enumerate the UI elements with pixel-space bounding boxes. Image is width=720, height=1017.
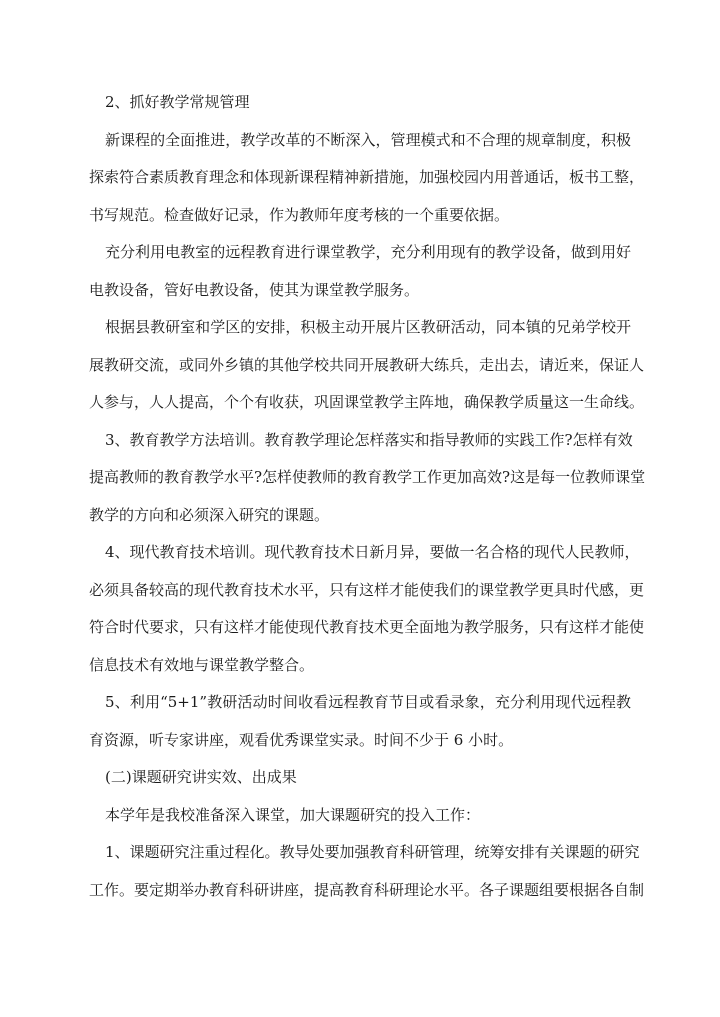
text-line: 本学年是我校准备深入课堂，加大课题研究的投入工作：	[105, 805, 481, 824]
text-line: 4、现代教育技术培训。现代教育技术日新月异，要做一名合格的现代人民教师，	[105, 543, 640, 561]
text-line: 1、课题研究注重过程化。教导处要加强教育科研管理，统筹安排有关课题的研究	[105, 843, 640, 861]
paragraph	[89, 126, 645, 239]
text-line: 必须具备较高的现代教育技术水平，只有这样才能使我们的课堂教学更具时代感，更	[89, 580, 645, 599]
text-line: 信息技术有效地与课堂教学整合。	[89, 655, 315, 674]
text-line: 探索符合素质教育理念和体现新课程精神新措施，加强校园内用普通话，板书工整，	[89, 168, 645, 186]
paragraph	[89, 801, 631, 839]
paragraph	[89, 763, 631, 801]
paragraph	[89, 838, 645, 913]
paragraph	[89, 426, 646, 539]
text-line: 提高教师的教育教学水平?怎样使教师的教育教学工作更加高效?这是每一位教师课堂	[89, 468, 646, 486]
text-line: 电教设备，管好电教设备，使其为课堂教学服务。	[89, 280, 420, 299]
text-line: 工作。要定期举办教育科研讲座，提高教育科研理论水平。各子课题组要根据各自制	[89, 880, 645, 899]
text-line: 5、利用“5+1”教研活动时间收看远程教育节目或看录象，充分利用现代远程教	[105, 693, 631, 711]
text-line: 教学的方向和必须深入研究的课题。	[89, 505, 330, 524]
text-line: 育资源，听专家讲座，观看优秀课堂实录。时间不少于 6 小时。	[89, 730, 514, 749]
text-line: 3、教育教学方法培训。教育教学理论怎样落实和指导教师的实践工作?怎样有效	[105, 430, 633, 449]
text-line: 2、抓好教学常规管理	[105, 93, 250, 111]
paragraph	[89, 238, 631, 313]
text-line: 书写规范。检查做好记录，作为教师年度考核的一个重要依据。	[89, 205, 510, 224]
text-line: 符合时代要求，只有这样才能使现代教育技术更全面地为教学服务，只有这样才能使	[89, 618, 645, 636]
text-line: 人参与，人人提高，个个有收获，巩固课堂教学主阵地，确保教学质量这一生命线。	[89, 393, 645, 411]
text-line: 新课程的全面推进，教学改革的不断深入，管理模式和不合理的规章制度，积极	[105, 130, 631, 149]
text-line: 根据县教研室和学区的安排，积极主动开展片区教研活动，同本镇的兄弟学校开	[105, 318, 631, 336]
paragraph	[89, 688, 631, 763]
text-line: 充分利用电教室的远程教育进行课堂教学，充分利用现有的教学设备，做到用好	[105, 243, 631, 261]
paragraph	[89, 313, 645, 426]
text-line: (二)课题研究讲实效、出成果	[105, 768, 297, 786]
paragraph	[89, 538, 645, 688]
paragraph	[89, 88, 631, 126]
text-line: 展教研交流，或同外乡镇的其他学校共同开展教研大练兵，走出去，请近来，保证人	[89, 355, 645, 374]
document-page	[89, 88, 646, 913]
